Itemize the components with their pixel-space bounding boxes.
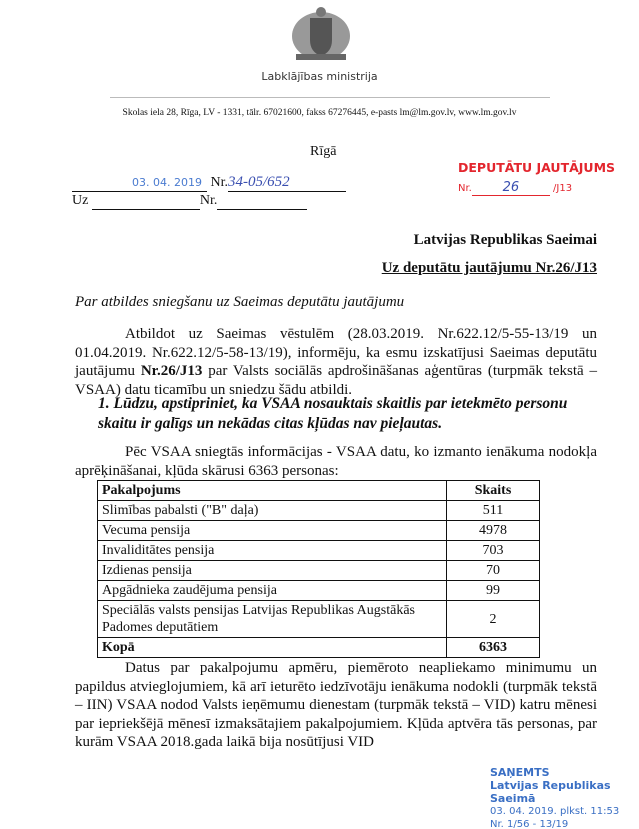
reference-number: 34-05/652: [228, 174, 290, 190]
recipient: Latvijas Republikas Saeimai: [413, 232, 597, 248]
city: Rīgā: [310, 144, 337, 159]
coat-of-arms-logo: [290, 6, 352, 64]
p1-text-end: par Valsts sociālās apdrošināšanas aģentūras (turpmāk tekstā – VSAA) datu ticamību un sniedzu šādu atbildi.: [75, 363, 597, 398]
stamp-nr-value: 26: [502, 180, 520, 195]
table-row: [98, 521, 540, 541]
cell-service: Izdienas pensija: [98, 561, 447, 581]
reference-row: [72, 174, 346, 192]
paragraph-3: Datus par pakalpojumu apmēru, piemēroto neapliekamo minimumu un papildus atvieglojumiem, kā arī ieturēto iedzīvotāju ienākuma nodokli (turpmāk tekstā – IIN) VSAA nodod Valsts ieņēmumu dienestam (turpmāk tekstā – VID) katru mēnesi par iepriekšējā mēnesī izmaksātajiem pakalpojumiem. Kļūda aptvēra tās personas, par kurām VSAA 2018.gada laikā bija nosūtījusi VID: [75, 660, 597, 750]
stamp-title: SAŅEMTS: [490, 766, 550, 779]
cell-service: Slimības pabalsti ("B" daļa): [98, 501, 447, 521]
letter-topic: Par atbildes sniegšanu uz Saeimas deputātu jautājumu: [75, 294, 405, 310]
cell-service: Speciālās valsts pensijas Latvijas Republikas Augstākās Padomes deputātiem: [98, 601, 447, 638]
date-stamp: 03. 04. 2019: [132, 176, 202, 189]
header-divider: [110, 97, 550, 98]
table-row: [98, 581, 540, 601]
stamp-nr-label: Nr.: [458, 183, 472, 194]
cell-service: Apgādnieka zaudējuma pensija: [98, 581, 447, 601]
cell-count: 703: [447, 541, 540, 561]
table-header-row: [98, 481, 540, 501]
deputy-question-stamp-nr: [458, 180, 572, 196]
uz-row: [72, 193, 307, 210]
subject-reference: Uz deputātu jautājumu Nr.26/J13: [381, 260, 597, 276]
total-label: Kopā: [98, 638, 447, 658]
p1-text: Atbildot uz Saeimas vēstulēm (28.03.2019. Nr.622.12/5-55-13/19 un 01.04.2019. Nr.622.12/5-58-13/19), informēju, ka esmu izskatījusi Saeimas deputātu jautājumu: [75, 326, 597, 379]
table-row: [98, 561, 540, 581]
header-service: Pakalpojums: [98, 481, 447, 501]
cell-service: Invaliditātes pensija: [98, 541, 447, 561]
uz-label: Uz: [72, 193, 89, 208]
cell-service: Vecuma pensija: [98, 521, 447, 541]
stamp-nr: Nr. 1/56 - 13/19: [490, 819, 569, 829]
nr-label: Nr.: [210, 175, 228, 190]
table-row: [98, 541, 540, 561]
stamp-org: Latvijas Republikas Saeimā: [490, 779, 611, 805]
header-count: Skaits: [447, 481, 540, 501]
paragraph-1: [75, 325, 597, 399]
stamp-suffix: /J13: [553, 183, 573, 194]
cell-count: 4978: [447, 521, 540, 541]
cell-count: 2: [447, 601, 540, 638]
services-table: [97, 480, 540, 658]
received-stamp: [490, 766, 639, 829]
ministry-name: Labklājības ministrija: [261, 70, 378, 83]
p1-question-nr: Nr.26/J13: [140, 363, 203, 379]
deputy-question-stamp-title: DEPUTĀTU JAUTĀJUMS: [458, 160, 616, 175]
cell-count: 70: [447, 561, 540, 581]
nr2-label: Nr.: [199, 193, 218, 208]
question-1: 1. Lūdzu, apstipriniet, ka VSAA nosauktais skaitlis par ietekmēto personu skaitu ir galīgs un nekādas citas kļūdas nav pieļautas.: [98, 395, 568, 432]
stamp-date: 03. 04. 2019. plkst. 11:53: [490, 806, 620, 817]
total-value: 6363: [447, 638, 540, 658]
table-row: [98, 601, 540, 638]
cell-count: 511: [447, 501, 540, 521]
table-row: [98, 501, 540, 521]
cell-count: 99: [447, 581, 540, 601]
table-total-row: [98, 638, 540, 658]
paragraph-2: Pēc VSAA sniegtās informācijas - VSAA datu, ko izmanto ienākuma nodokļa aprēķināšanai, kļūda skārusi 6363 personas:: [75, 444, 597, 479]
contact-info: Skolas iela 28, Rīga, LV - 1331, tālr. 67021600, fakss 67276445, e-pasts lm@lm.gov.lv, www.lm.gov.lv: [122, 108, 517, 118]
